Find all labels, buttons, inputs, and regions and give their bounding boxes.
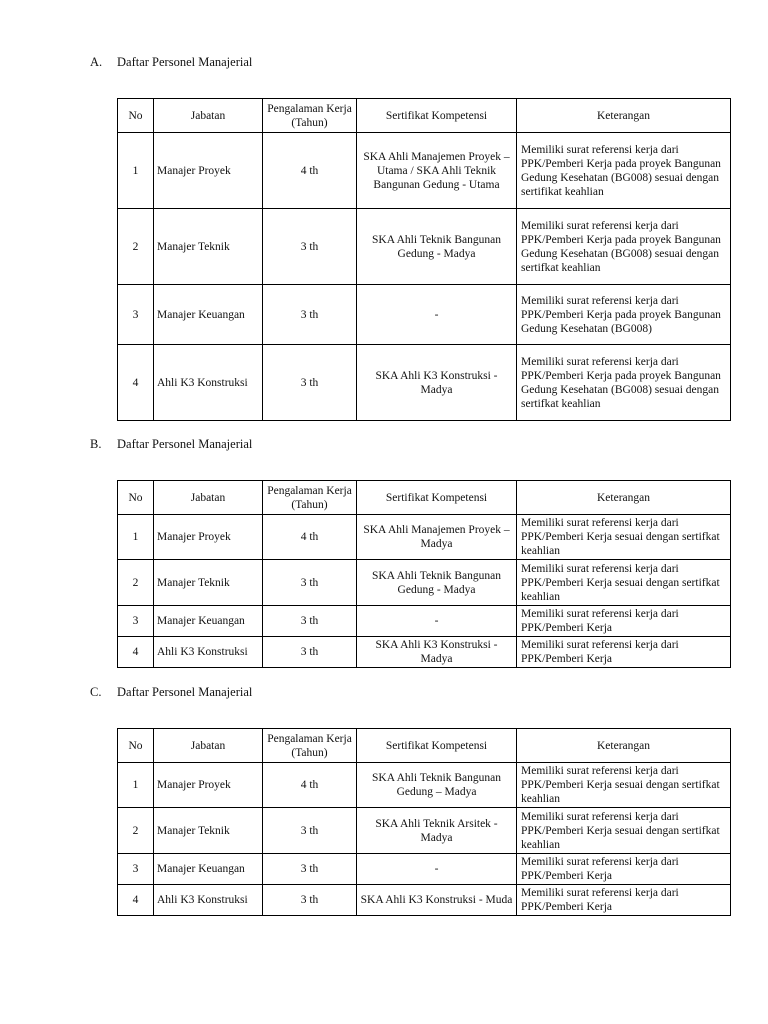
cell-pengalaman: 3 th	[263, 854, 357, 885]
section-c-heading	[90, 685, 252, 700]
cell-keterangan: Memiliki surat referensi kerja dari PPK/Pemberi Kerja pada proyek Bangunan Gedung Kesehatan (BG008) sesuai dengan sertifkat keahlian	[517, 209, 731, 285]
cell-jabatan: Manajer Keuangan	[154, 285, 263, 345]
cell-no: 1	[118, 133, 154, 209]
cell-keterangan: Memiliki surat referensi kerja dari PPK/Pemberi Kerja	[517, 637, 731, 668]
cell-keterangan: Memiliki surat referensi kerja dari PPK/Pemberi Kerja pada proyek Bangunan Gedung Kesehatan (BG008) sesuai dengan sertifkat keahlian	[517, 345, 731, 421]
table-row	[118, 854, 731, 885]
cell-sertifikat: SKA Ahli K3 Konstruksi - Muda	[357, 885, 517, 916]
table-row	[118, 560, 731, 606]
table-row	[118, 209, 731, 285]
cell-jabatan: Ahli K3 Konstruksi	[154, 885, 263, 916]
cell-keterangan: Memiliki surat referensi kerja dari PPK/Pemberi Kerja	[517, 854, 731, 885]
cell-no: 3	[118, 285, 154, 345]
cell-pengalaman: 3 th	[263, 637, 357, 668]
header-no: No	[118, 729, 154, 763]
section-letter: B.	[90, 437, 102, 451]
cell-pengalaman: 3 th	[263, 285, 357, 345]
cell-sertifikat: SKA Ahli Teknik Bangunan Gedung - Madya	[357, 560, 517, 606]
cell-pengalaman: 4 th	[263, 763, 357, 808]
cell-no: 1	[118, 763, 154, 808]
cell-sertifikat: SKA Ahli Teknik Bangunan Gedung – Madya	[357, 763, 517, 808]
cell-no: 1	[118, 515, 154, 560]
cell-pengalaman: 3 th	[263, 885, 357, 916]
header-pengalaman: Pengalaman Kerja (Tahun)	[263, 99, 357, 133]
cell-jabatan: Ahli K3 Konstruksi	[154, 345, 263, 421]
cell-no: 4	[118, 637, 154, 668]
table-row	[118, 133, 731, 209]
header-no: No	[118, 99, 154, 133]
table-row	[118, 606, 731, 637]
cell-sertifikat: SKA Ahli Manajemen Proyek – Utama / SKA Ahli Teknik Bangunan Gedung - Utama	[357, 133, 517, 209]
cell-jabatan: Manajer Proyek	[154, 763, 263, 808]
cell-no: 3	[118, 606, 154, 637]
cell-keterangan: Memiliki surat referensi kerja dari PPK/Pemberi Kerja sesuai dengan sertifkat keahlian	[517, 808, 731, 854]
section-letter: C.	[90, 685, 102, 699]
header-keterangan: Keterangan	[517, 481, 731, 515]
section-title: Daftar Personel Manajerial	[117, 437, 253, 451]
cell-jabatan: Manajer Proyek	[154, 133, 263, 209]
table-header-row	[118, 481, 731, 515]
cell-no: 2	[118, 808, 154, 854]
cell-jabatan: Manajer Proyek	[154, 515, 263, 560]
header-sertifikat: Sertifikat Kompetensi	[357, 99, 517, 133]
cell-no: 2	[118, 560, 154, 606]
cell-sertifikat: SKA Ahli Teknik Bangunan Gedung - Madya	[357, 209, 517, 285]
cell-no: 2	[118, 209, 154, 285]
cell-keterangan: Memiliki surat referensi kerja dari PPK/Pemberi Kerja	[517, 606, 731, 637]
table-row	[118, 885, 731, 916]
cell-pengalaman: 3 th	[263, 209, 357, 285]
cell-no: 4	[118, 345, 154, 421]
table-row	[118, 515, 731, 560]
cell-keterangan: Memiliki surat referensi kerja dari PPK/Pemberi Kerja sesuai dengan sertifkat keahlian	[517, 763, 731, 808]
personnel-table-c	[117, 728, 731, 916]
cell-sertifikat: -	[357, 854, 517, 885]
header-pengalaman: Pengalaman Kerja (Tahun)	[263, 481, 357, 515]
cell-jabatan: Manajer Teknik	[154, 560, 263, 606]
personnel-table-b	[117, 480, 731, 668]
cell-pengalaman: 3 th	[263, 606, 357, 637]
table-row	[118, 285, 731, 345]
header-pengalaman: Pengalaman Kerja (Tahun)	[263, 729, 357, 763]
section-letter: A.	[90, 55, 103, 69]
cell-jabatan: Manajer Keuangan	[154, 854, 263, 885]
cell-sertifikat: -	[357, 285, 517, 345]
header-jabatan: Jabatan	[154, 99, 263, 133]
cell-sertifikat: SKA Ahli Teknik Arsitek - Madya	[357, 808, 517, 854]
table-row	[118, 345, 731, 421]
section-title: Daftar Personel Manajerial	[117, 685, 253, 699]
header-sertifikat: Sertifikat Kompetensi	[357, 729, 517, 763]
header-jabatan: Jabatan	[154, 481, 263, 515]
cell-sertifikat: SKA Ahli K3 Konstruksi - Madya	[357, 637, 517, 668]
section-title: Daftar Personel Manajerial	[117, 55, 253, 69]
cell-pengalaman: 3 th	[263, 345, 357, 421]
table-row	[118, 637, 731, 668]
table-row	[118, 763, 731, 808]
cell-keterangan: Memiliki surat referensi kerja dari PPK/Pemberi Kerja pada proyek Bangunan Gedung Kesehatan (BG008) sesuai dengan sertifikat keahlian	[517, 133, 731, 209]
cell-keterangan: Memiliki surat referensi kerja dari PPK/Pemberi Kerja sesuai dengan sertifkat keahlian	[517, 515, 731, 560]
table-header-row	[118, 99, 731, 133]
table-header-row	[118, 729, 731, 763]
cell-sertifikat: SKA Ahli Manajemen Proyek – Madya	[357, 515, 517, 560]
cell-sertifikat: SKA Ahli K3 Konstruksi - Madya	[357, 345, 517, 421]
cell-jabatan: Manajer Keuangan	[154, 606, 263, 637]
header-keterangan: Keterangan	[517, 99, 731, 133]
header-jabatan: Jabatan	[154, 729, 263, 763]
cell-pengalaman: 4 th	[263, 133, 357, 209]
header-sertifikat: Sertifikat Kompetensi	[357, 481, 517, 515]
section-a-heading	[90, 55, 252, 70]
cell-jabatan: Manajer Teknik	[154, 808, 263, 854]
cell-keterangan: Memiliki surat referensi kerja dari PPK/Pemberi Kerja	[517, 885, 731, 916]
cell-no: 4	[118, 885, 154, 916]
table-row	[118, 808, 731, 854]
cell-keterangan: Memiliki surat referensi kerja dari PPK/Pemberi Kerja pada proyek Bangunan Gedung Kesehatan (BG008)	[517, 285, 731, 345]
cell-sertifikat: -	[357, 606, 517, 637]
cell-jabatan: Manajer Teknik	[154, 209, 263, 285]
header-no: No	[118, 481, 154, 515]
cell-no: 3	[118, 854, 154, 885]
cell-pengalaman: 4 th	[263, 515, 357, 560]
section-b-heading	[90, 437, 252, 452]
cell-jabatan: Ahli K3 Konstruksi	[154, 637, 263, 668]
cell-pengalaman: 3 th	[263, 808, 357, 854]
cell-keterangan: Memiliki surat referensi kerja dari PPK/Pemberi Kerja sesuai dengan sertifkat keahlian	[517, 560, 731, 606]
cell-pengalaman: 3 th	[263, 560, 357, 606]
header-keterangan: Keterangan	[517, 729, 731, 763]
personnel-table-a	[117, 98, 731, 421]
